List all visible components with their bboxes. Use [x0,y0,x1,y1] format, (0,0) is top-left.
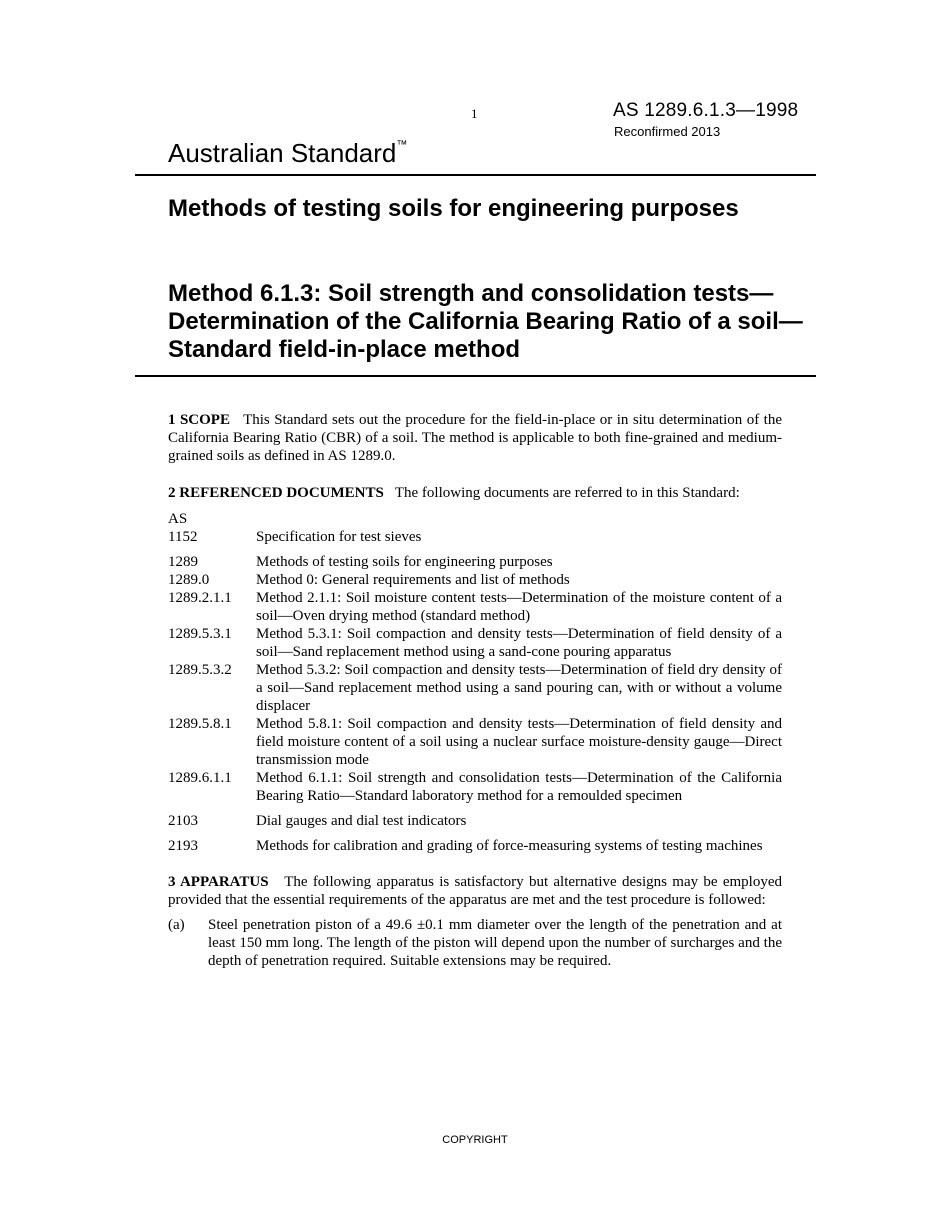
table-row [168,528,782,546]
list-item-text: Steel penetration piston of a 49.6 ±0.1 mm diameter over the length of the penetration and at least 150 mm long. The length of the piston will depend upon the number of surcharges and the depth of penetration required. Suitable extensions may be required. [208,917,782,969]
scope-heading: 1 SCOPE [168,412,230,428]
references-text: The following documents are referred to in this Standard: [394,485,740,501]
references-section [168,484,782,502]
table-row [168,837,782,855]
top-rule [135,174,816,176]
reference-code: 1289.2.1.1 [168,590,232,606]
reference-code: 1289.5.8.1 [168,716,232,732]
reference-code: 1289 [168,554,198,570]
reference-title: Specification for test sieves [256,529,422,545]
reference-title: Dial gauges and dial test indicators [256,813,467,829]
reference-code: 2193 [168,838,198,854]
reference-code: 1289.6.1.1 [168,770,232,786]
apparatus-section [168,873,782,909]
reference-title: Method 2.1.1: Soil moisture content tests—Determination of the moisture content of a soil—Oven drying method (standard method) [256,590,782,624]
method-title: Method 6.1.3: Soil strength and consolidation tests—Determination of the California Bearing Ratio of a soil—Standard field-in-place method [168,280,803,363]
table-row [168,812,782,830]
list-item [168,916,782,970]
reference-title: Method 5.8.1: Soil compaction and density tests—Determination of field density and field moisture content of a soil using a nuclear surface moisture-density gauge—Direct transmission mode [256,716,782,768]
table-row [168,571,782,589]
bottom-rule [135,375,816,377]
brand-title [168,138,407,169]
table-row [168,769,782,805]
reference-code: 1289.5.3.2 [168,662,232,678]
scope-text: This Standard sets out the procedure for the field-in-place or in situ determination of the California Bearing Ratio (CBR) of a soil. The method is applicable to both fine-grained and medium-grained soils as defined in AS 1289.0. [168,412,782,464]
references-table [168,528,782,855]
table-row [168,589,782,625]
reconfirmed-label: Reconfirmed 2013 [614,124,721,139]
references-heading: 2 REFERENCED DOCUMENTS [168,485,384,501]
reference-code: 2103 [168,813,198,829]
reference-title: Method 5.3.1: Soil compaction and density tests—Determination of field density of a soil—Sand replacement method using a sand-cone pouring apparatus [256,626,782,660]
page-number: 1 [471,106,478,121]
trademark-symbol: ™ [396,139,408,151]
reference-title: Method 6.1.1: Soil strength and consolidation tests—Determination of the California Bearing Ratio—Standard laboratory method for a remoulded specimen [256,770,782,804]
apparatus-text: The following apparatus is satisfactory but alternative designs may be employed provided that the essential requirements of the apparatus are met and the test procedure is followed: [168,874,783,908]
copyright-footer: COPYRIGHT [442,1134,508,1146]
brand-text: Australian Standard [168,138,397,168]
standard-number: AS 1289.6.1.3—1998 [613,100,799,121]
scope-section [168,411,782,465]
reference-title: Method 5.3.2: Soil compaction and density tests—Determination of field dry density of a soil—Sand replacement method using a sand pouring can, with or without a volume displacer [256,662,782,714]
apparatus-heading: 3 APPARATUS [168,874,269,890]
reference-title: Methods of testing soils for engineering purposes [256,554,553,570]
reference-code: 1289.0 [168,572,210,588]
reference-code: 1152 [168,529,198,545]
reference-title: Methods for calibration and grading of force-measuring systems of testing machines [256,838,763,854]
table-row [168,625,782,661]
document-title: Methods of testing soils for engineering purposes [168,195,739,222]
document-body [168,411,782,970]
reference-code: 1289.5.3.1 [168,626,232,642]
table-row [168,715,782,769]
references-group-label: AS [168,511,188,527]
reference-title: Method 0: General requirements and list of methods [256,572,570,588]
table-row [168,661,782,715]
list-item-label: (a) [168,917,185,933]
table-row [168,553,782,571]
